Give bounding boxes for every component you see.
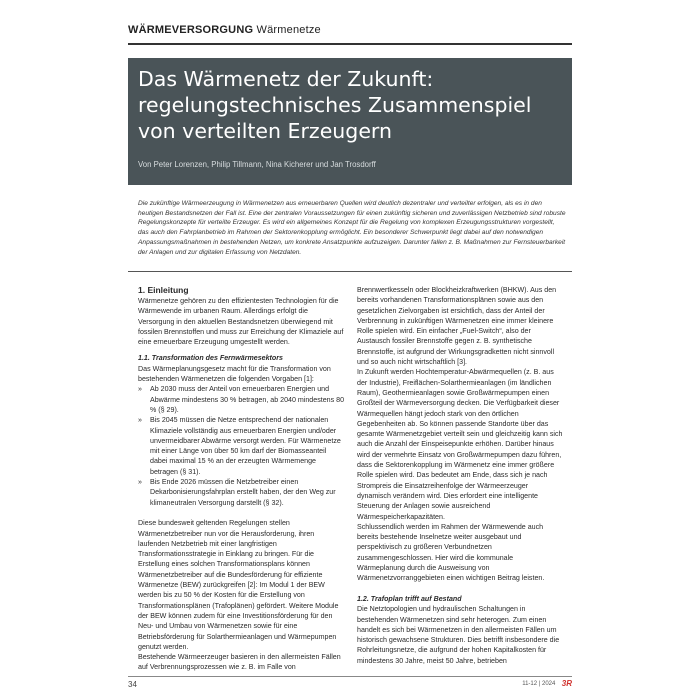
section-header [128,24,321,36]
header-divider [128,43,572,45]
abstract-divider [128,271,572,272]
abstract: Die zukünftige Wärmeerzeugung in Wärmenetzen aus erneuerbaren Quellen wird deutlich dezentraler und verteilter erfolgen, als es in den heutigen Bestandsnetzen der Fall ist. Eine der zentralen Voraussetzungen für einen zukünftig sicheren und zuverlässigen Netzbetrieb sind robuste Regelungskonzepte für verteilte Erzeuger. Es wird ein allgemeines Konzept für die Regelung von komplexen Erzeugungsstrukturen vorgestellt, das auch den Fahrplanbetrieb im Rahmen der Sektorenkopplung ermöglicht. Ein besonderer Schwerpunkt liegt dabei auf den notwendigen Anpassungsmaßnahmen in bestehenden Netzen, um konkrete Ansatzpunkte aufzuzeigen. Darunter fallen z. B. Maßnahmen zur Fernsteuerbarkeit der Anlagen und zur digitalen Erfassung von Netzdaten. [138,200,566,256]
title-line: von verteilten Erzeugern [138,119,392,143]
list-item: » Bis Ende 2026 müssen die Netzbetreiber einen Dekarbonisierungsfahrplan erstellt haben, der den Weg zur klimaneutralen Versorgung darstellt (§ 32). [138,477,344,508]
left-column [138,285,344,673]
paragraph: Wärmenetze gehören zu den effizientesten Technologien für die Wärmewende im urbanen Raum. Allerdings erfolgt die Versorgung in den aktuellen Bestandsnetzen überwiegend mit fossilen Brennstoffen und muss zur Erreichung der Klimaziele auf eine erneuerbare Erzeugung umgestellt werden. [138,297,344,347]
list-item: » Bis 2045 müssen die Netze entsprechend der nationalen Klimaziele vollständig aus erneuerbaren Energien und/oder unvermeidbarer Abwärme versorgt werden. Für Wärmenetze mit einer Länge von über 50 km darf der Biomasseanteil dabei maximal 15 % an der erzeugten Wärmemenge betragen (§ 31). [138,415,344,477]
article-title [138,66,531,144]
list-item: » Ab 2030 muss der Anteil von erneuerbaren Energien und Abwärme mindestens 30 % betragen, ab 2040 mindestens 80 % (§ 29). [138,384,344,415]
requirements-list [138,384,344,508]
title-banner [128,58,572,185]
footer-divider [128,676,572,677]
paragraph: Schlussendlich werden im Rahmen der Wärmewende auch bereits bestehende Inselnetze weiter ausgebaut und perspektivisch zu größeren Verbundnetzen zusammengeschlossen. Hier wird die kommunale Wärmeplanung durch die Ausweisung von Wärmenetzvorranggebieten einen wichtigen Beitrag leisten. [357,522,545,583]
title-line: Das Wärmenetz der Zukunft: [138,67,434,91]
section-heading: 1. Einleitung [138,285,189,295]
paragraph: In Zukunft werden Hochtemperatur-Abwärmequellen (z. B. aus der Industrie), Freiflächen-Solarthermieanlagen (im ländlichen Raum), Geothermieanlagen sowie Großwärmepumpen einen Großteil der Wärmeversorgung decken. Die Verfügbarkeit dieser Wärmequellen hängt jedoch stark von den örtlichen Gegebenheiten ab. So können passende Standorte über das gesamte Wärmenetzgebiet verteilt sein und gleichzeitig kann sich auch die Anzahl der Einspeisepunkte erhöhen. Darüber hinaus wird der vermehrte Einsatz von Großwärmepumpen dazu führen, dass die Sektorenkopplung im Wärmenetz eine immer größere Rolle spielen wird. Das bedeutet am Ende, dass sich je nach Strompreis die Einsatzreihenfolge der Wärmeerzeuger dynamisch verändern wird. Dies erfordert eine intelligente Steuerung der Anlagen sowie ausreichend Wärmespeicherkapazitäten. [357,368,563,521]
paragraph: Die Netztopologien und hydraulischen Schaltungen in bestehenden Wärmenetzen sind sehr heterogen. Zum einen handelt es sich bei Wärmenetzen in den allermeisten Fällen um historisch gewachsene Strukturen. Dies betrifft insbesondere die Rohrleitungsnetze, die aufgrund der hohen Kapitalkosten für mindestens 30 Jahre, meist 50 Jahre, betrieben [357,605,560,665]
subsection-heading: 1.1. Transformation des Fernwärmesektors [138,354,283,363]
subsection-heading: 1.2. Trafoplan trifft auf Bestand [357,594,462,603]
right-column [357,285,563,666]
subsection-label: Wärmenetze [256,24,321,36]
paragraph: Diese bundesweit geltenden Regelungen stellen Wärmenetzbetreiber nun vor die Herausforderung, ihren laufenden Netzbetrieb mit einer langfristigen Transformationsstrategie in Einklang zu bringen. Für die Erstellung eines solchen Transformationsplans können Wärmenetzbetreiber auf die Bundesförderung für effiziente Wärmenetze (BEW) zurückgreifen [2]: Im Modul 1 der BEW werden bis zu 50 % der Kosten für die Erstellung von Transformationsplänen (Trafoplänen) gefördert. Weitere Module der BEW können zudem für eine Investitionsförderung für den Neu- und Umbau von Wärmenetzen sowie für eine Betriebsförderung für Solarthermieanlagen und Wärmepumpen genutzt werden. [138,519,339,651]
journal-logo: 3R [561,679,572,688]
issue-label: 11-12 | 2024 [522,681,556,687]
title-line: regelungstechnisches Zusammenspiel [138,93,532,117]
section-label: WÄRMEVERSORGUNG [128,24,254,36]
page-number: 34 [128,680,137,689]
paragraph: Das Wärmeplanungsgesetz macht für die Transformation von bestehenden Wärmenetzen die folgenden Vorgaben [1]: [138,364,331,384]
paragraph: Bestehende Wärmeerzeuger basieren in den allermeisten Fällen auf Verbrennungsprozessen wie z. B. im Falle von [138,653,341,672]
authors-line: Von Peter Lorenzen, Philip Tillmann, Nina Kicherer und Jan Trosdorff [138,160,376,169]
paragraph: Brennwertkesseln oder Blockheizkraftwerken (BHKW). Aus den bereits vorhandenen Transformationsplänen sowie aus den gesetzlichen Zielvorgaben ist ersichtlich, dass der Anteil der Verbrennung in zukünftigen Wärmenetzen eine immer kleinere Rolle spielen wird. Ein einfacher „Fuel-Switch“, also der Austausch fossiler Brennstoffe gegen z. B. synthetische Brennstoffe, ist aufgrund der Wirkungsgradketten nicht sinnvoll und so auch nicht wirtschaftlich [3]. [357,286,557,367]
